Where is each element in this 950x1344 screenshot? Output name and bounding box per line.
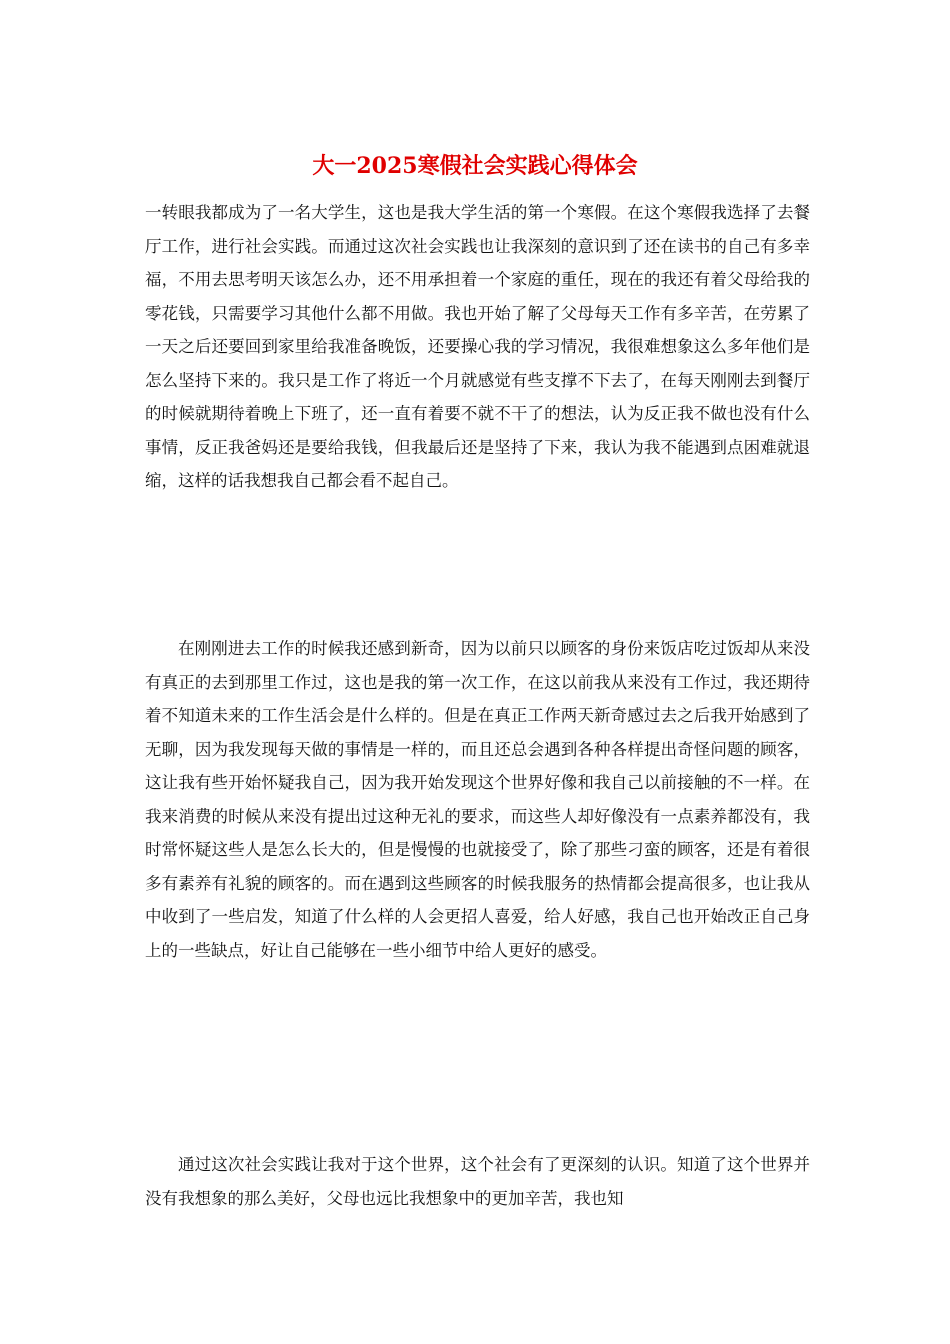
paragraph-1: 一转眼我都成为了一名大学生，这也是我大学生活的第一个寒假。在这个寒假我选择了去餐厅工作，进行社会实践。而通过这次社会实践也让我深刻的意识到了还在读书的自己有多幸福，不用去思考明天该怎么办，还不用承担着一个家庭的重任，现在的我还有着父母给我的零花钱，只需要学习其他什么都不用做。我也开始了解了父母每天工作有多辛苦，在劳累了一天之后还要回到家里给我准备晚饭，还要操心我的学习情况，我很难想象这么多年他们是怎么坚持下来的。我只是工作了将近一个月就感觉有些支撑不下去了，在每天刚刚去到餐厅的时候就期待着晚上下班了，还一直有着要不就不干了的想法，认为反正我不做也没有什么事情，反正我爸妈还是要给我钱，但我最后还是坚持了下来，我认为我不能遇到点困难就退缩，这样的话我想我自己都会看不起自己。 xyxy=(145,203,810,490)
document-title: 大一2025寒假社会实践心得体会 xyxy=(312,153,638,179)
paragraph-2: 在刚刚进去工作的时候我还感到新奇，因为以前只以顾客的身份来饭店吃过饭却从来没有真正的去到那里工作过，这也是我的第一次工作，在这以前我从来没有工作过，我还期待着不知道未来的工作生活会是什么样的。但是在真正工作两天新奇感过去之后我开始感到了无聊，因为我发现每天做的事情是一样的，而且还总会遇到各种各样提出奇怪问题的顾客，这让我有些开始怀疑我自己，因为我开始发现这个世界好像和我自己以前接触的不一样。在我来消费的时候从来没有提出过这种无礼的要求，而这些人却好像没有一点素养都没有，我时常怀疑这些人是怎么长大的，但是慢慢的也就接受了，除了那些刁蛮的顾客，还是有着很多有素养有礼貌的顾客的。而在遇到这些顾客的时候我服务的热情都会提高很多，也让我从中收到了一些启发，知道了什么样的人会更招人喜爱，给人好感，我自己也开始改正自己身上的一些缺点，好让自己能够在一些小细节中给人更好的感受。 xyxy=(145,639,810,960)
paragraph-3: 通过这次社会实践让我对于这个世界，这个社会有了更深刻的认识。知道了这个世界并没有我想象的那么美好，父母也远比我想象中的更加辛苦，我也知 xyxy=(145,1155,810,1208)
